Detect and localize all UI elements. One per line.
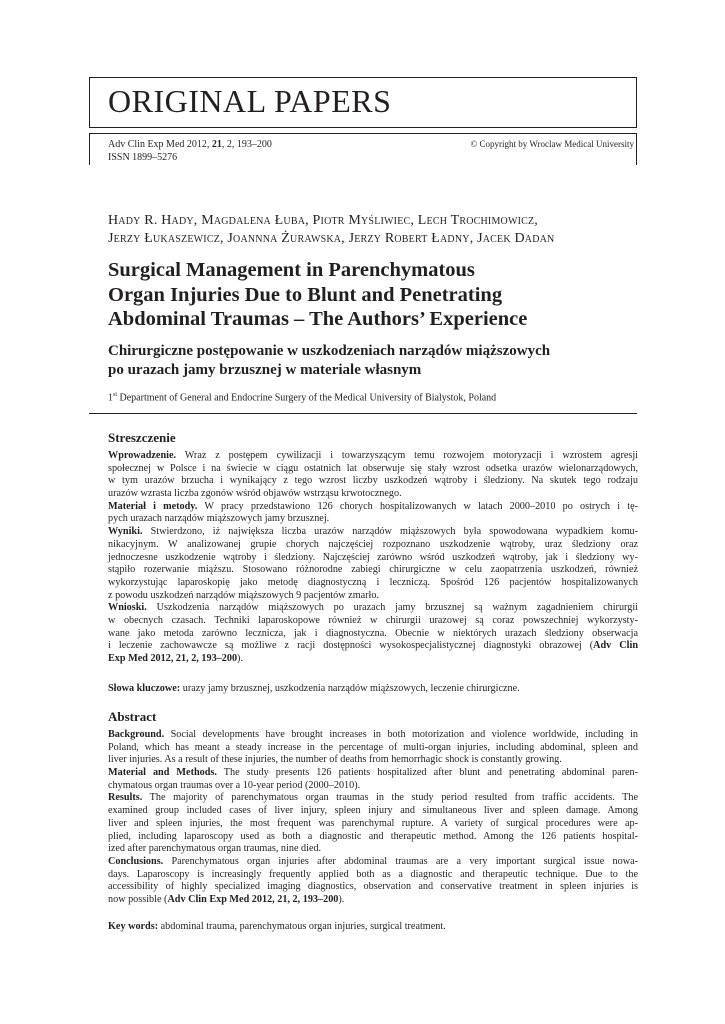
text-line: jednoczesne uszkodzenie wątroby i śledziony. Najczęściej zarówno wśród uszkodzeń wątroby, jak i śledziony wy- [108,551,638,563]
streszczenie-keywords [108,683,638,696]
text-line: w tym urazów brzucha i wynikający z tego wzrost liczby uszkodzeń wątroby i śledziony. Na skutek tego rodzaju [108,475,638,487]
divider [89,413,637,414]
author-line: Jerzy Łukaszewicz, Joannna Żurawska, Jerzy Robert Ładny, Jacek Dadan [108,231,555,246]
text-line: ized after parenchymatous organ traumas, nine died. [108,843,322,855]
text-line: Background. Social developments have brought increases in both motorization and violence worldwide, including in [108,729,638,740]
text-line: urazów wzrasta liczba zgonów wśród objawów wstrząsu krwotocznego. [108,488,402,500]
text-line: chymatous organ traumas over a 10-year period (2000–2010). [108,779,361,791]
text-line: wane jako metoda zarówno lecznicza, jak i diagnostyczna. Obecnie w niektórych urazach śledziony obserwacja [108,627,638,639]
text-line: w obecnych czasach. Techniki laparoskopowe również w chirurgii urazowej są coraz powszechniej wykorzysty- [108,614,638,626]
text-line: liver injuries. As a result of these injuries, the number of deaths from hemorrhagic shock is constantly growing. [108,754,562,766]
abstract-keywords [108,921,638,934]
streszczenie-heading: Streszczenie [108,430,176,445]
text-line: Key words: abdominal trauma, parenchymatous organ injuries, surgical treatment. [108,921,446,932]
title-line: Surgical Management in Parenchymatous [108,259,475,281]
text-line: Material and Methods. The study presents 126 patients hospitalized after blunt and penetrating abdominal paren- [108,767,638,779]
text-line: z powodu uszkodzeń narządów miąższowych 9 pacjentów zmarło. [108,589,380,601]
issn-line: ISSN 1899–5276 [108,152,178,163]
text-line: Słowa kluczowe: urazy jamy brzusznej, uszkodzenia narządów miąższowych, leczenie chirurgiczne. [108,683,520,694]
text-line: pych urazach narządów miąższowych jamy brzusznej. [108,513,330,525]
text-line: i leczenie zachowawcze są możliwe z racji dostępności wysokospecjalistycznej diagnostyki obrazowej (Adv Clin [108,640,638,652]
text-line: wykorzystując laparoskopię jako metodę diagnostyczną i leczniczą. Spośród 126 pacjentów hospitalizowanych [108,576,638,588]
title-line: Abdominal Traumas – The Authors’ Experience [108,308,528,330]
text-line: Materiał i metody. W pracy przedstawiono 126 chorych hospitalizowanych w latach 2000–2010 po ostrych i tę- [108,500,639,512]
title-line: Organ Injuries Due to Blunt and Penetrating [108,283,503,306]
affiliation: 1st Department of General and Endocrine Surgery of the Medical University of Bialystok, Poland [108,392,497,404]
text-line: now possible (Adv Clin Exp Med 2012, 21, 2, 193–200). [108,893,345,905]
article-title [108,258,638,332]
text-line: Results. The majority of parenchymatous organ traumas in the study period resulted from traffic accidents. The [108,792,638,804]
text-line: accessibility of highly specialized imaging diagnostics, observation and conservative treatment in spleen injuries is [108,881,638,893]
author-line: Hady R. Hady, Magdalena Łuba, Piotr Myśliwiec, Lech Trochimowicz, [108,213,539,228]
subtitle-line: Chirurgiczne postępowanie w uszkodzeniach narządów miąższowych [108,343,551,359]
text-line: nikacyjnym. W analizowanej grupie chorych najczęściej rozpoznano uszkodzenie wątroby, uraz śledziony oraz [108,538,638,550]
article-subtitle [108,342,638,380]
abstract-body [108,729,638,907]
text-line: plied, including laparoscopy used as both a diagnostic and therapeutic method. Among the 126 patients hospital- [108,830,638,842]
copyright: © Copyright by Wroclaw Medical University [470,139,634,149]
text-line: Wyniki. Stwierdzono, iż największa liczba urazów narządów miąższowych była spowodowana wypadkiem komu- [108,526,638,538]
subtitle-line: po urazach jamy brzusznej w materiale własnym [108,362,422,378]
text-line: examined group included cases of liver injury, spleen injury and simultaneous liver and spleen damage. Among [108,805,638,817]
text-line: Wnioski. Uszkodzenia narządów miąższowych po urazach jamy brzusznej są ważnym zagadnieniem chirurgii [108,602,638,614]
text-line: liver and spleen injuries, the most frequent was parenchymal rupture. A variety of surgical procedures were ap- [108,817,638,829]
streszczenie-body [108,450,638,666]
section-title: ORIGINAL PAPERS [108,83,392,119]
text-line: społecznej w Polsce i na świecie w ciągu ostatnich lat obserwuje się stały wzrost odsetka urazów wielonarządowych, [108,462,638,474]
abstract-heading: Abstract [108,709,157,724]
text-line: Exp Med 2012, 21, 2, 193–200). [108,653,243,664]
text-line: Poland, which has meant a steady increase in the percentage of multi-organ injuries, including abdominal, spleen and [108,741,638,753]
text-line: stąpiło rozerwanie miąższu. Stosowano różnorodne zabiegi chirurgiczne w celu zaopatrzenia uszkodzeń, również [108,564,638,576]
text-line: Wprowadzenie. Wraz z postępem cywilizacji i towarzyszącym temu rozwojem motoryzacji i wzrostem agresji [108,450,638,461]
text-line: days. Laparoscopy is increasingly frequently applied both as a diagnostic and therapeutic technique. Due to the [108,868,638,880]
citation-line: Adv Clin Exp Med 2012, 21, 2, 193–200 [108,139,272,150]
text-line: Conclusions. Parenchymatous organ injuries after abdominal traumas are a very important surgical issue nowa- [108,855,638,867]
author-list [108,212,638,248]
